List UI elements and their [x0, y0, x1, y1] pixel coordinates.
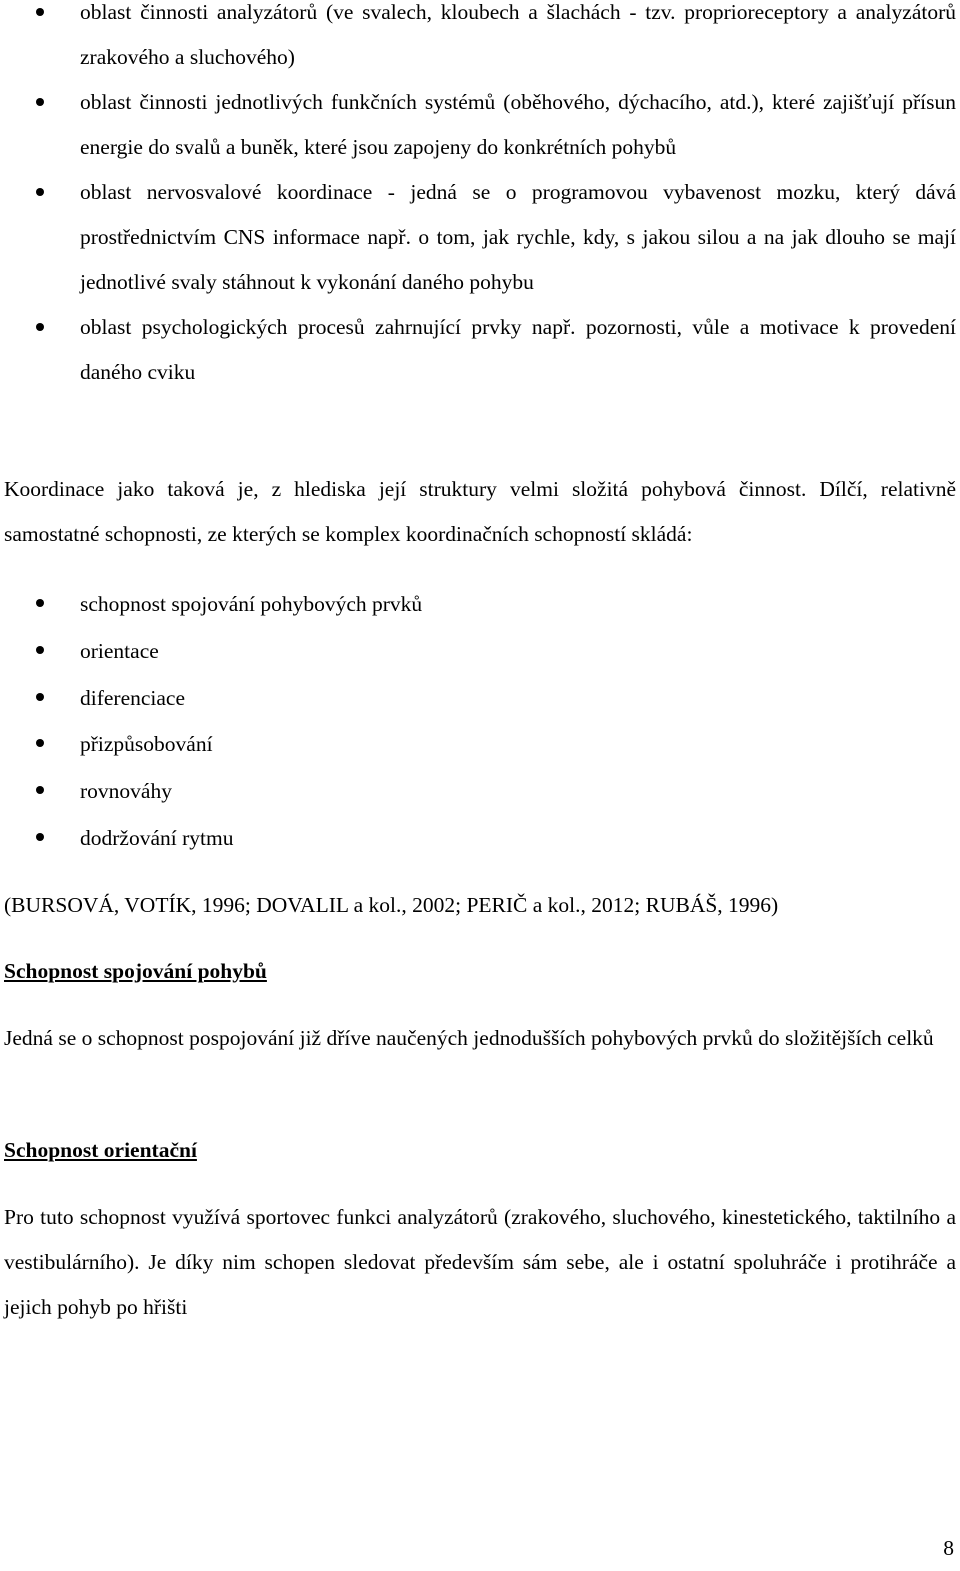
list-item-text: schopnost spojování pohybových prvků: [80, 592, 423, 616]
bullet-icon: [36, 833, 44, 841]
bullet-list-areas: [0, 0, 960, 395]
paragraph-coordination: Koordinace jako taková je, z hlediska její struktury velmi složitá pohybová činnost. Dílčí, relativně samostatné schopnosti, ze kterých se komplex koordinačních schopností skládá:: [4, 477, 956, 546]
citation: (BURSOVÁ, VOTÍK, 1996; DOVALIL a kol., 2002; PERIČ a kol., 2012; RUBÁŠ, 1996): [4, 893, 779, 917]
bullet-icon: [36, 693, 44, 701]
paragraph-combining: Jedná se o schopnost pospojování již dříve naučených jednodušších pohybových prvků do složitějších celků: [4, 1026, 934, 1050]
list-item-text: orientace: [80, 638, 159, 663]
list-item-text: dodržování rytmu: [80, 825, 234, 850]
bullet-icon: [36, 786, 44, 794]
list-item-text: rovnováhy: [80, 779, 172, 804]
list-item-text: přizpůsobování: [80, 732, 213, 757]
list-item: [0, 721, 960, 768]
list-item: [0, 80, 960, 170]
bullet-icon: [36, 8, 44, 16]
list-item: [0, 628, 960, 675]
bullet-list-abilities: [0, 581, 960, 862]
heading-orientation: Schopnost orientační: [4, 1138, 197, 1162]
page-number: 8: [943, 1536, 954, 1560]
heading-combining-movements: Schopnost spojování pohybů: [4, 959, 267, 983]
list-item-text: oblast činnosti jednotlivých funkčních systémů (oběhového, dýchacího, atd.), které zajišťují přísun energie do svalů a buněk, které jsou zapojeny do konkrétních pohybů: [80, 90, 956, 159]
list-item: [0, 768, 960, 815]
list-item-text: oblast nervosvalové koordinace - jedná se o programovou vybavenost mozku, který dává prostřednictvím CNS informace např. o tom, jak rychle, kdy, s jakou silou a na jak dlouho se mají jednotlivé svaly stáhnout k vykonání daného pohybu: [80, 180, 956, 294]
bullet-icon: [36, 98, 44, 106]
list-item-text: oblast psychologických procesů zahrnující prvky např. pozornosti, vůle a motivace k provedení daného cviku: [80, 315, 956, 384]
bullet-icon: [36, 739, 44, 747]
paragraph-orientation: Pro tuto schopnost využívá sportovec funkci analyzátorů (zrakového, sluchového, kinestetického, taktilního a vestibulárního). Je díky nim schopen sledovat především sám sebe, ale i ostatní spoluhráče i protihráče a jejich pohyb po hřišti: [4, 1205, 956, 1319]
list-item: [0, 170, 960, 305]
list-item: [0, 675, 960, 722]
list-item-text: diferenciace: [80, 685, 186, 710]
list-item: [0, 0, 960, 80]
list-item-text: oblast činnosti analyzátorů (ve svalech, kloubech a šlachách - tzv. proprioreceptory a analyzátorů zrakového a sluchového): [80, 0, 956, 69]
list-item: [0, 815, 960, 862]
bullet-icon: [36, 188, 44, 196]
list-item: [0, 305, 960, 395]
bullet-icon: [36, 599, 44, 607]
bullet-icon: [36, 323, 44, 331]
list-item: [0, 581, 960, 628]
bullet-icon: [36, 646, 44, 654]
